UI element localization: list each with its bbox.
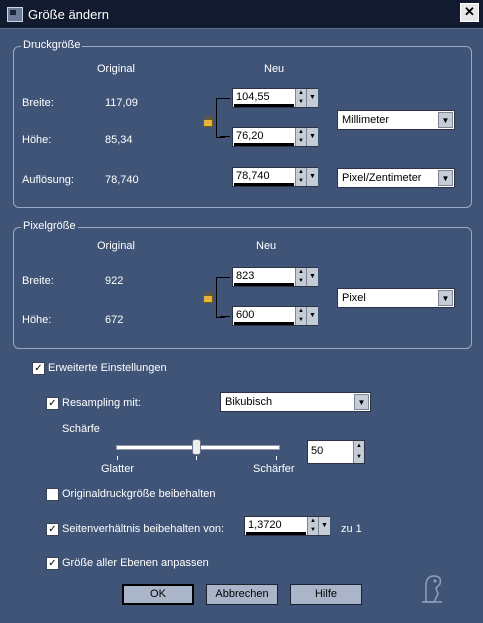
sharpness-max-label: Schärfer (253, 463, 295, 475)
pixel-height-spinner[interactable] (232, 306, 318, 326)
pixel-unit-select[interactable] (337, 288, 455, 308)
print-height-original: 85,34 (105, 134, 133, 146)
slider-tick (196, 456, 197, 460)
aspect-label: Seitenverhältnis beibehalten von: (62, 523, 225, 535)
spin-up-icon[interactable]: ▲ (298, 129, 304, 135)
spin-up-icon[interactable]: ▲ (298, 90, 304, 96)
pixel-unit-value: Pixel (342, 292, 366, 304)
all-layers-checkbox[interactable]: ✓ (46, 557, 59, 570)
sharpness-slider-thumb[interactable] (192, 439, 201, 455)
all-layers-label: Größe aller Ebenen anpassen (62, 557, 209, 569)
spin-down-icon[interactable]: ▼ (298, 178, 304, 184)
spin-down-icon[interactable]: ▼ (298, 317, 304, 323)
sharpness-input[interactable] (311, 443, 349, 459)
keep-print-size-label: Originaldruckgröße beibehalten (62, 488, 216, 500)
close-button[interactable]: ✕ (460, 3, 479, 22)
slider-tick (276, 456, 277, 460)
resolution-arrows[interactable] (295, 168, 306, 186)
print-width-bar (234, 104, 294, 107)
pixel-height-input[interactable] (236, 307, 296, 323)
print-height-spinner[interactable] (232, 127, 318, 147)
resolution-spinner[interactable] (232, 167, 318, 187)
resampling-label: Resampling mit: (62, 397, 141, 409)
cancel-button[interactable]: Abbrechen (206, 584, 278, 605)
pixel-width-label: Breite: (22, 275, 54, 287)
lock-icon[interactable] (203, 119, 213, 127)
help-mascot-icon (416, 568, 448, 606)
resolution-original: 78,740 (105, 174, 139, 186)
resolution-input[interactable] (236, 168, 296, 184)
pixel-width-spinner[interactable] (232, 267, 318, 287)
pixel-original-header: Original (97, 240, 135, 252)
print-height-bar (234, 143, 294, 146)
print-width-original: 117,09 (105, 97, 138, 109)
pixel-height-arrows[interactable] (295, 307, 306, 325)
spin-down-icon[interactable]: ▼ (298, 99, 304, 105)
spin-dropdown-icon[interactable]: ▼ (306, 307, 318, 325)
pixel-link-bracket (216, 277, 225, 318)
chevron-down-icon[interactable]: ▼ (354, 394, 369, 410)
spin-down-icon[interactable]: ▼ (310, 527, 316, 533)
spin-dropdown-icon[interactable]: ▼ (318, 517, 330, 535)
spin-up-icon[interactable]: ▲ (310, 518, 316, 524)
pixel-width-bar (234, 283, 294, 286)
print-link-bracket (216, 98, 225, 138)
print-original-header: Original (97, 63, 135, 75)
slider-tick (117, 456, 118, 460)
aspect-checkbox[interactable]: ✓ (46, 523, 59, 536)
aspect-input[interactable] (248, 517, 308, 533)
print-size-group-title: Druckgröße (23, 39, 81, 51)
pixel-size-group-title: Pixelgröße (23, 220, 76, 232)
aspect-suffix: zu 1 (341, 523, 362, 535)
aspect-arrows[interactable] (307, 517, 318, 535)
spin-down-icon[interactable]: ▼ (356, 454, 362, 460)
print-height-arrows[interactable] (295, 128, 306, 146)
pixel-width-arrows[interactable] (295, 268, 306, 286)
advanced-checkbox[interactable]: ✓ (32, 362, 45, 375)
spin-dropdown-icon[interactable]: ▼ (306, 89, 318, 107)
pixel-new-header: Neu (256, 240, 277, 252)
resolution-label: Auflösung: (22, 174, 74, 186)
pixel-width-input[interactable] (236, 268, 296, 284)
app-icon (7, 7, 23, 22)
resampling-method-value: Bikubisch (225, 396, 273, 408)
print-height-input[interactable] (236, 128, 296, 144)
pixel-width-original: 922 (105, 275, 124, 287)
lock-icon[interactable] (203, 295, 213, 303)
spin-up-icon[interactable]: ▲ (298, 169, 304, 175)
aspect-spinner[interactable] (244, 516, 330, 536)
pixel-height-label: Höhe: (22, 314, 52, 326)
print-width-input[interactable] (236, 89, 296, 105)
resolution-bar (234, 183, 294, 186)
spin-dropdown-icon[interactable]: ▼ (306, 128, 318, 146)
title-bar (0, 0, 483, 29)
aspect-bar (246, 532, 306, 535)
sharpness-min-label: Glatter (101, 463, 135, 475)
print-unit-select[interactable] (337, 110, 455, 130)
help-button[interactable]: Hilfe (290, 584, 362, 605)
print-width-spinner[interactable] (232, 88, 318, 108)
chevron-down-icon[interactable]: ▼ (438, 290, 453, 306)
spin-up-icon[interactable]: ▲ (298, 308, 304, 314)
spin-up-icon[interactable]: ▲ (298, 269, 304, 275)
print-link-stub-bottom (220, 136, 230, 137)
sharpness-arrows[interactable] (353, 441, 364, 463)
print-height-label: Höhe: (22, 134, 52, 146)
resolution-unit-select[interactable] (337, 168, 455, 188)
resampling-checkbox[interactable]: ✓ (46, 397, 59, 410)
spin-down-icon[interactable]: ▼ (298, 138, 304, 144)
spin-dropdown-icon[interactable]: ▼ (306, 168, 318, 186)
chevron-down-icon[interactable]: ▼ (438, 112, 453, 128)
sharpness-spinner[interactable] (307, 440, 365, 464)
advanced-label: Erweiterte Einstellungen (48, 362, 167, 374)
resolution-unit-value: Pixel/Zentimeter (342, 172, 422, 184)
sharpness-label: Schärfe (62, 423, 100, 435)
print-width-arrows[interactable] (295, 89, 306, 107)
resampling-method-select[interactable] (220, 392, 371, 412)
spin-up-icon[interactable]: ▲ (356, 443, 362, 449)
keep-print-size-checkbox[interactable] (46, 488, 59, 501)
print-width-label: Breite: (22, 97, 54, 109)
pixel-height-bar (234, 322, 294, 325)
pixel-height-original: 672 (105, 314, 124, 326)
pixel-link-stub-bottom (220, 316, 230, 317)
print-unit-value: Millimeter (342, 114, 390, 126)
window-title: Größe ändern (28, 7, 109, 22)
spin-down-icon[interactable]: ▼ (298, 278, 304, 284)
print-new-header: Neu (264, 63, 285, 75)
spin-dropdown-icon[interactable]: ▼ (306, 268, 318, 286)
ok-button[interactable]: OK (122, 584, 194, 605)
chevron-down-icon[interactable]: ▼ (438, 170, 453, 186)
